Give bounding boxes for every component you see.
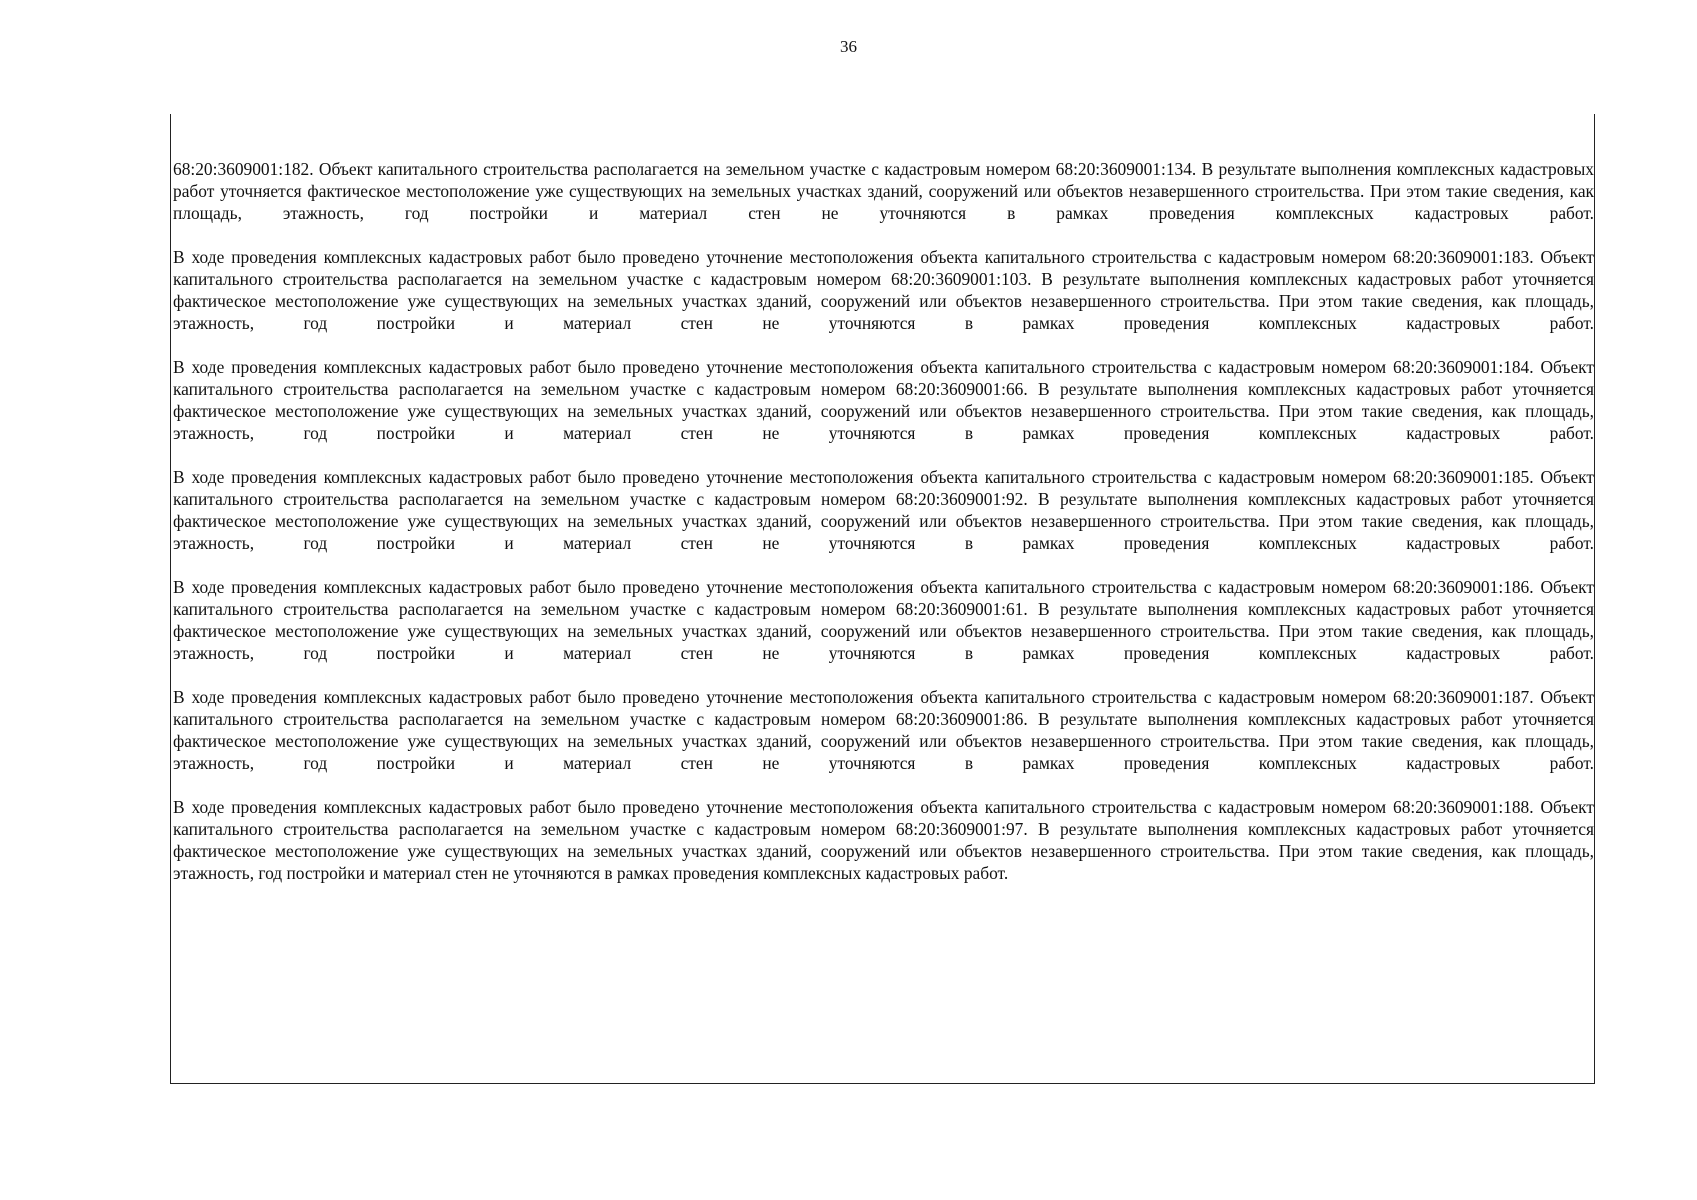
document-body — [173, 158, 1594, 906]
paragraph-object-185: В ходе проведения комплексных кадастровых работ было проведено уточнение местоположения объекта капитального строительства с кадастровым номером 68:20:3609001:185. Объект капитального строительства располагается на земельном участке с кадастровым номером 68:20:3609001:92. В результате выполнения комплексных кадастровых работ уточняется фактическое местоположение уже существующих на земельных участках зданий, сооружений или объектов незавершенного строительства. При этом такие сведения, как площадь, этажность, год постройки и материал стен не уточняются в рамках проведения комплексных кадастровых работ. — [173, 467, 1594, 553]
paragraph-object-187: В ходе проведения комплексных кадастровых работ было проведено уточнение местоположения объекта капитального строительства с кадастровым номером 68:20:3609001:187. Объект капитального строительства располагается на земельном участке с кадастровым номером 68:20:3609001:86. В результате выполнения комплексных кадастровых работ уточняется фактическое местоположение уже существующих на земельных участках зданий, сооружений или объектов незавершенного строительства. При этом такие сведения, как площадь, этажность, год постройки и материал стен не уточняются в рамках проведения комплексных кадастровых работ. — [173, 687, 1594, 773]
paragraph-object-186: В ходе проведения комплексных кадастровых работ было проведено уточнение местоположения объекта капитального строительства с кадастровым номером 68:20:3609001:186. Объект капитального строительства располагается на земельном участке с кадастровым номером 68:20:3609001:61. В результате выполнения комплексных кадастровых работ уточняется фактическое местоположение уже существующих на земельных участках зданий, сооружений или объектов незавершенного строительства. При этом такие сведения, как площадь, этажность, год постройки и материал стен не уточняются в рамках проведения комплексных кадастровых работ. — [173, 577, 1594, 663]
page-number: 36 — [840, 37, 857, 56]
paragraph-object-188: В ходе проведения комплексных кадастровых работ было проведено уточнение местоположения объекта капитального строительства с кадастровым номером 68:20:3609001:188. Объект капитального строительства располагается на земельном участке с кадастровым номером 68:20:3609001:97. В результате выполнения комплексных кадастровых работ уточняется фактическое местоположение уже существующих на земельных участках зданий, сооружений или объектов незавершенного строительства. При этом такие сведения, как площадь, этажность, год постройки и материал стен не уточняются в рамках проведения комплексных кадастровых работ. — [173, 797, 1594, 883]
paragraph-object-183: В ходе проведения комплексных кадастровых работ было проведено уточнение местоположения объекта капитального строительства с кадастровым номером 68:20:3609001:183. Объект капитального строительства располагается на земельном участке с кадастровым номером 68:20:3609001:103. В результате выполнения комплексных кадастровых работ уточняется фактическое местоположение уже существующих на земельных участках зданий, сооружений или объектов незавершенного строительства. При этом такие сведения, как площадь, этажность, год постройки и материал стен не уточняются в рамках проведения комплексных кадастровых работ. — [173, 247, 1594, 333]
paragraph-object-184: В ходе проведения комплексных кадастровых работ было проведено уточнение местоположения объекта капитального строительства с кадастровым номером 68:20:3609001:184. Объект капитального строительства располагается на земельном участке с кадастровым номером 68:20:3609001:66. В результате выполнения комплексных кадастровых работ уточняется фактическое местоположение уже существующих на земельных участках зданий, сооружений или объектов незавершенного строительства. При этом такие сведения, как площадь, этажность, год постройки и материал стен не уточняются в рамках проведения комплексных кадастровых работ. — [173, 357, 1594, 443]
paragraph-object-182: 68:20:3609001:182. Объект капитального строительства располагается на земельном участке с кадастровым номером 68:20:3609001:134. В результате выполнения комплексных кадастровых работ уточняется фактическое местоположение уже существующих на земельных участках зданий, сооружений или объектов незавершенного строительства. При этом такие сведения, как площадь, этажность, год постройки и материал стен не уточняются в рамках проведения комплексных кадастровых работ. — [173, 159, 1594, 223]
